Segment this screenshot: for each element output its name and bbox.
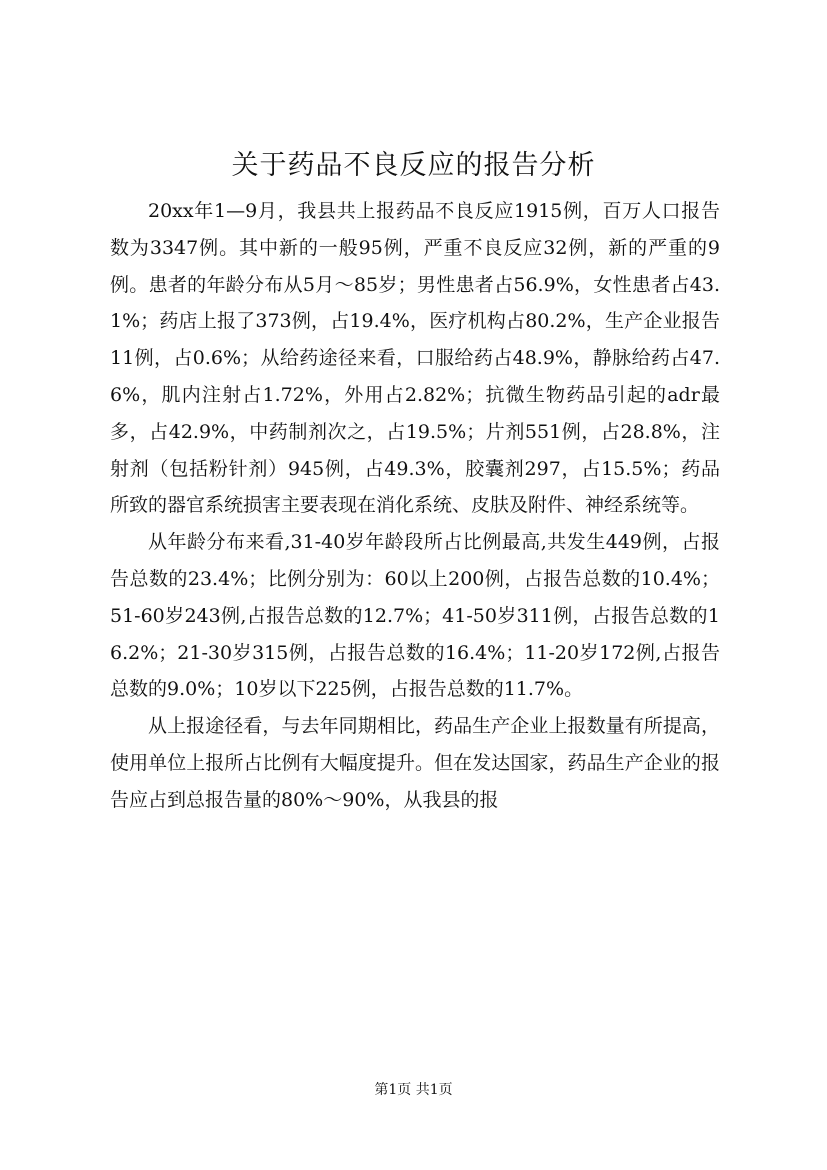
paragraph-1: 20xx年1—9月，我县共上报药品不良反应1915例，百万人口报告数为3347例。其中新的一般95例，严重不良反应32例，新的严重的9例。患者的年龄分布从5月～85岁；男性患者占56.9%，女性患者占43.1%；药店上报了373例，占19.4%，医疗机构占80.2%，生产企业报告11例，占0.6%；从给药途径来看，口服给药占48.9%，静脉给药占47.6%，肌内注射占1.72%，外用占2.82%；抗微生物药品引起的adr最多，占42.9%，中药制剂次之，占19.5%；片剂551例，占28.8%，注射剂（包括粉针剂）945例，占49.3%，胶囊剂297，占15.5%；药品所致的器官系统损害主要表现在消化系统、皮肤及附件、神经系统等。: [110, 200, 720, 517]
paragraph-2: 从年龄分布来看,31-40岁年龄段所占比例最高,共发生449例，占报告总数的23.4%；比例分别为：60以上200例，占报告总数的10.4%；51-60岁243例,占报告总数的12.7%；41-50岁311例，占报告总数的16.2%；21-30岁315例，占报告总数的16.4%；11-20岁172例,占报告总数的9.0%；10岁以下225例，占报告总数的11.7%。: [110, 531, 720, 701]
document-body: [110, 193, 720, 819]
document-title: 关于药品不良反应的报告分析: [231, 150, 596, 181]
paragraph-3: 从上报途径看，与去年同期相比，药品生产企业上报数量有所提高，使用单位上报所占比例有大幅度提升。但在发达国家，药品生产企业的报告应占到总报告量的80%～90%，从我县的报: [110, 715, 720, 811]
page-footer: 第1页 共1页: [374, 1082, 453, 1098]
